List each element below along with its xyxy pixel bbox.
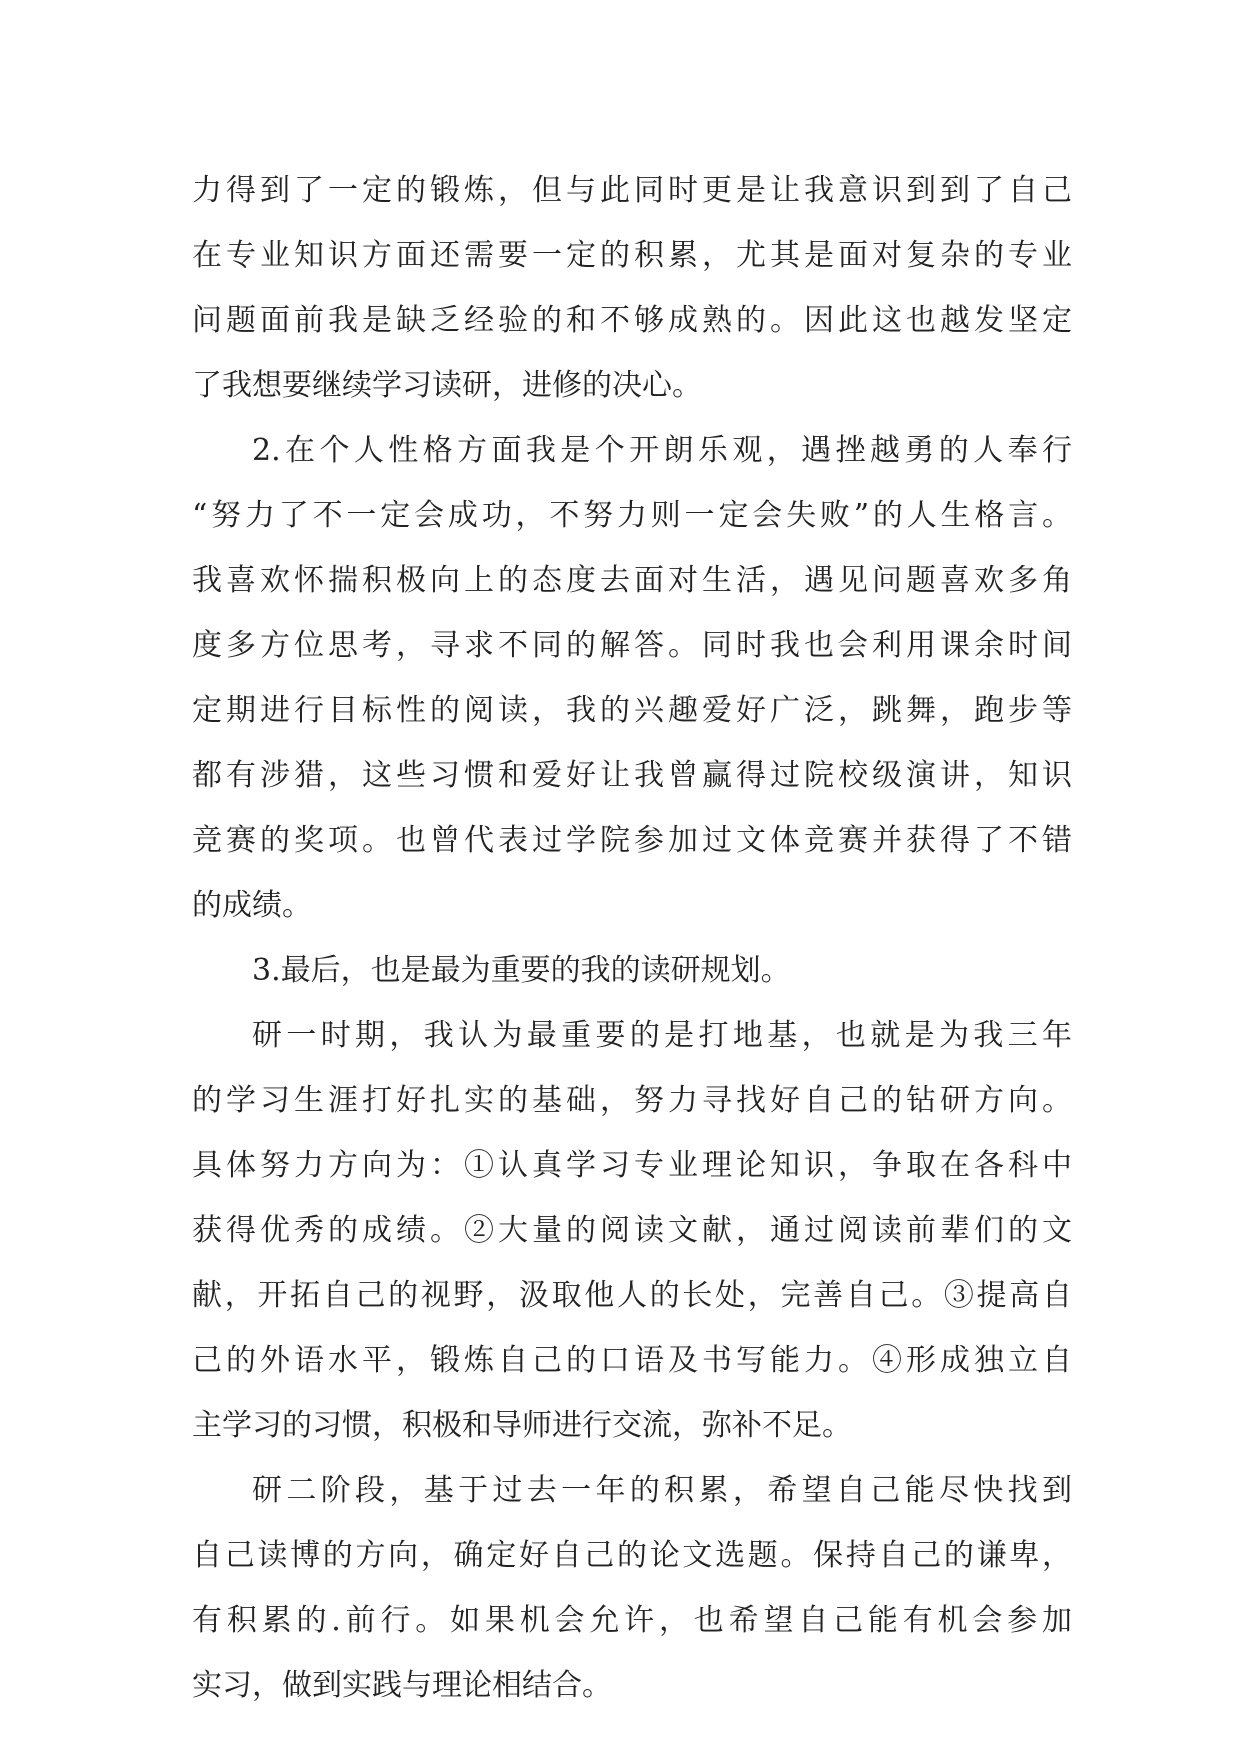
text-line: “努力了不一定会成功，不努力则一定会失败”的人生格言。 — [192, 498, 1072, 533]
text-line: 研二阶段，基于过去一年的积累，希望自己能尽快找到 — [252, 1473, 1072, 1508]
text-line: 献，开拓自己的视野，汲取他人的长处，完善自己。③提高自 — [192, 1278, 1072, 1313]
text-line: 都有涉猎，这些习惯和爱好让我曾赢得过院校级演讲，知识 — [192, 758, 1072, 793]
text-line: 度多方位思考，寻求不同的解答。同时我也会利用课余时间 — [192, 628, 1072, 663]
text-line: 研一时期，我认为最重要的是打地基，也就是为我三年 — [252, 1018, 1072, 1053]
text-line: 主学习的习惯，积极和导师进行交流，弥补不足。 — [192, 1408, 852, 1443]
text-line: 了我想要继续学习读研，进修的决心。 — [192, 368, 702, 403]
text-line: 有积累的.前行。如果机会允许，也希望自己能有机会参加 — [192, 1603, 1072, 1638]
text-line: 实习，做到实践与理论相结合。 — [192, 1668, 612, 1703]
text-line: 定期进行目标性的阅读，我的兴趣爱好广泛，跳舞，跑步等 — [192, 693, 1072, 728]
text-line: 2.在个人性格方面我是个开朗乐观，遇挫越勇的人奉行 — [252, 433, 1072, 468]
text-line: 的学习生涯打好扎实的基础，努力寻找好自己的钻研方向。 — [192, 1083, 1072, 1118]
text-line: 在专业知识方面还需要一定的积累，尤其是面对复杂的专业 — [192, 238, 1072, 273]
text-line: 具体努力方向为：①认真学习专业理论知识，争取在各科中 — [192, 1148, 1072, 1183]
text-line: 的成绩。 — [192, 888, 312, 923]
text-line: 自己读博的方向，确定好自己的论文选题。保持自己的谦卑， — [192, 1538, 1072, 1573]
text-line: 己的外语水平，锻炼自己的口语及书写能力。④形成独立自 — [192, 1343, 1072, 1378]
text-line: 力得到了一定的锻炼，但与此同时更是让我意识到到了自己 — [192, 173, 1072, 208]
text-line: 问题面前我是缺乏经验的和不够成熟的。因此这也越发坚定 — [192, 303, 1072, 338]
text-line: 我喜欢怀揣积极向上的态度去面对生活，遇见问题喜欢多角 — [192, 563, 1072, 598]
text-line: 获得优秀的成绩。②大量的阅读文献，通过阅读前辈们的文 — [192, 1213, 1072, 1248]
text-line: 竞赛的奖项。也曾代表过学院参加过文体竞赛并获得了不错 — [192, 823, 1072, 858]
document-body — [192, 158, 1072, 1718]
text-line: 3.最后，也是最为重要的我的读研规划。 — [252, 953, 791, 988]
